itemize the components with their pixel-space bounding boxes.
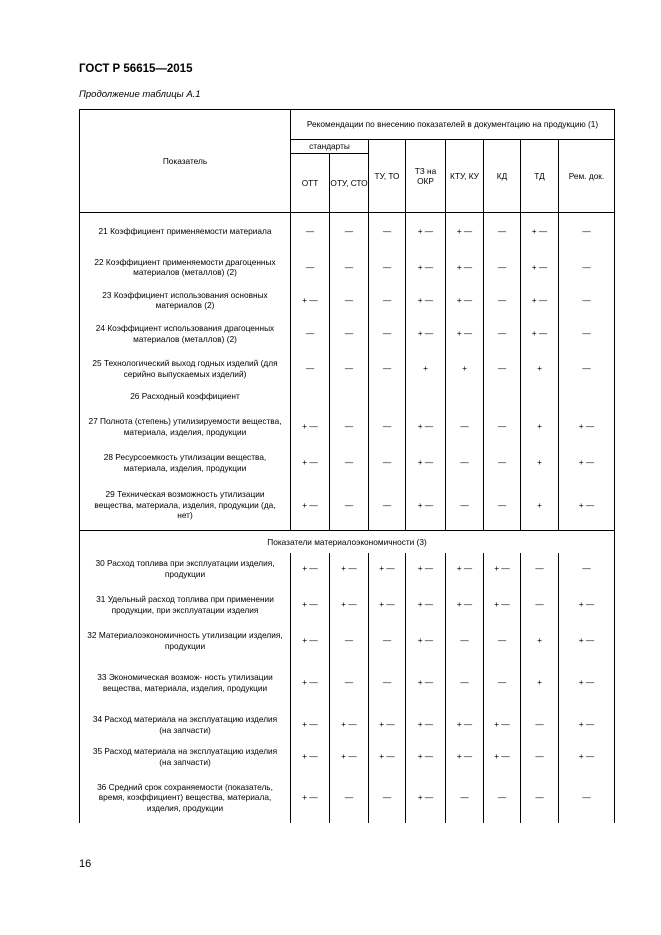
recommendation-cell: + — (484, 585, 521, 625)
recommendation-cell: + (521, 408, 559, 446)
section-title: Показатели материалоэкономичности (3) (80, 531, 615, 553)
indicator-name: 23 Коэффициент использования основных материалов (2) (80, 285, 291, 316)
recommendation-cell: + — (369, 553, 406, 585)
document-title: ГОСТ Р 56615—2015 (79, 63, 193, 75)
recommendation-cell: — (330, 625, 369, 657)
header-col-3: ТУ, ТО (369, 140, 406, 213)
recommendation-cell: + — (291, 285, 330, 316)
indicator-name: 30 Расход топлива при эксплуатации изделия, продукции (80, 553, 291, 585)
header-col-6: КД (484, 140, 521, 213)
recommendation-cell: + — (291, 585, 330, 625)
indicator-name: 22 Коэффициент применяемости драгоценных материалов (металлов) (2) (80, 250, 291, 285)
recommendation-cell: + — (406, 773, 446, 823)
indicator-name: 34 Расход материала на эксплуатацию изделия (на запчасти) (80, 709, 291, 741)
recommendation-cell: + — (291, 408, 330, 446)
recommendation-cell: + — (369, 709, 406, 741)
recommendation-cell: — (330, 352, 369, 386)
recommendation-cell (369, 386, 406, 408)
recommendation-cell: + — (291, 553, 330, 585)
recommendation-cell: — (484, 408, 521, 446)
header-col-5: КТУ, КУ (446, 140, 484, 213)
recommendation-cell: + (406, 352, 446, 386)
table-row (80, 585, 615, 625)
recommendation-cell: — (446, 480, 484, 531)
recommendation-cell: — (484, 213, 521, 250)
recommendation-cell: + — (559, 625, 615, 657)
recommendation-cell: + (521, 657, 559, 709)
recommendation-cell: + — (446, 553, 484, 585)
recommendation-cell: + — (406, 316, 446, 352)
recommendation-cell: + — (330, 709, 369, 741)
recommendation-cell: — (330, 480, 369, 531)
recommendation-cell: — (559, 316, 615, 352)
recommendation-cell (406, 386, 446, 408)
recommendation-cell: + — (406, 480, 446, 531)
indicator-name: 29 Техническая возможность утилизации вещества, материала, изделия, продукции (да, нет) (80, 480, 291, 531)
indicator-name: 35 Расход материала на эксплуатацию изделия (на запчасти) (80, 741, 291, 773)
recommendation-cell (291, 386, 330, 408)
table-row (80, 553, 615, 585)
header-col-1: ОТТ (291, 154, 330, 213)
recommendation-cell: — (484, 657, 521, 709)
recommendation-cell: + — (291, 657, 330, 709)
recommendation-cell: + — (406, 250, 446, 285)
recommendation-cell: — (369, 625, 406, 657)
recommendation-cell: + (521, 352, 559, 386)
recommendation-cell: — (521, 741, 559, 773)
recommendation-cell: + — (369, 585, 406, 625)
recommendation-cell: + — (559, 709, 615, 741)
recommendation-cell: + — (559, 585, 615, 625)
recommendation-cell: — (330, 408, 369, 446)
recommendation-cell: — (559, 773, 615, 823)
table-caption: Продолжение таблицы А.1 (79, 89, 201, 100)
recommendation-cell: + — (559, 657, 615, 709)
table-row (80, 285, 615, 316)
recommendation-cell: — (521, 709, 559, 741)
table-row (80, 250, 615, 285)
recommendation-cell: — (446, 408, 484, 446)
recommendation-cell (521, 386, 559, 408)
recommendation-cell: — (559, 285, 615, 316)
recommendation-cell: + — (291, 773, 330, 823)
recommendation-cell: — (369, 316, 406, 352)
recommendation-cell: + — (521, 316, 559, 352)
indicators-table (79, 109, 615, 823)
recommendation-cell: — (369, 408, 406, 446)
recommendation-cell: + — (330, 741, 369, 773)
table-row (80, 386, 615, 408)
recommendation-cell: — (291, 352, 330, 386)
recommendation-cell: — (369, 480, 406, 531)
page-number: 16 (79, 858, 92, 870)
recommendation-cell: — (369, 250, 406, 285)
recommendation-cell: + — (291, 625, 330, 657)
recommendation-cell: — (559, 250, 615, 285)
recommendation-cell: + — (521, 285, 559, 316)
recommendation-cell: — (521, 773, 559, 823)
recommendation-cell: — (291, 316, 330, 352)
recommendation-cell: + — (446, 709, 484, 741)
recommendation-cell: + — (521, 250, 559, 285)
recommendation-cell: — (369, 446, 406, 480)
recommendation-cell: — (330, 250, 369, 285)
recommendation-cell: + — (406, 709, 446, 741)
recommendation-cell: + — (446, 250, 484, 285)
recommendation-cell: — (330, 316, 369, 352)
recommendation-cell (559, 386, 615, 408)
table-row (80, 480, 615, 531)
recommendation-cell: + — (406, 585, 446, 625)
recommendation-cell: — (559, 352, 615, 386)
recommendation-cell: — (446, 657, 484, 709)
recommendation-cell: + — (484, 553, 521, 585)
recommendation-cell: — (369, 213, 406, 250)
recommendation-cell: + — (406, 625, 446, 657)
table-row (80, 352, 615, 386)
recommendation-cell: — (484, 446, 521, 480)
recommendation-cell: + (446, 352, 484, 386)
recommendation-cell: — (484, 625, 521, 657)
recommendation-cell: — (330, 285, 369, 316)
indicator-name: 36 Средний срок сохраняемости (показатель, время, коэффициент) вещества, материала, изделия, продукции (80, 773, 291, 823)
recommendation-cell (446, 386, 484, 408)
indicator-name: 25 Технологический выход годных изделий (для серийно выпускаемых изделий) (80, 352, 291, 386)
indicator-name: 31 Удельный расход топлива при применении продукции, при эксплуатации изделия (80, 585, 291, 625)
indicator-name: 32 Материалоэкономичность утилизации изделия, продукции (80, 625, 291, 657)
recommendation-cell: + — (521, 213, 559, 250)
recommendation-cell: + — (406, 741, 446, 773)
recommendation-cell: — (484, 480, 521, 531)
recommendation-cell: + — (484, 709, 521, 741)
recommendation-cell: — (559, 213, 615, 250)
indicator-name: 26 Расходный коэффициент (80, 386, 291, 408)
recommendation-cell: + — (291, 480, 330, 531)
recommendation-cell: + — (484, 741, 521, 773)
table-row (80, 446, 615, 480)
recommendation-cell: + — (330, 585, 369, 625)
table-row (80, 773, 615, 823)
recommendation-cell: + — (406, 657, 446, 709)
recommendation-cell: — (369, 285, 406, 316)
recommendation-cell: — (369, 352, 406, 386)
recommendation-cell: — (330, 213, 369, 250)
recommendation-cell: — (484, 773, 521, 823)
recommendation-cell: + — (291, 741, 330, 773)
recommendation-cell (330, 386, 369, 408)
table-row (80, 408, 615, 446)
recommendation-cell: — (446, 625, 484, 657)
recommendation-cell: — (484, 352, 521, 386)
recommendation-cell: + (521, 446, 559, 480)
recommendation-cell: + — (446, 285, 484, 316)
recommendation-cell: + — (446, 316, 484, 352)
recommendation-cell: + — (291, 709, 330, 741)
recommendation-cell: + — (559, 446, 615, 480)
header-col-7: ТД (521, 140, 559, 213)
indicator-name: 21 Коэффициент применяемости материала (80, 213, 291, 250)
recommendation-cell: + — (406, 446, 446, 480)
header-col-8: Рем. док. (559, 140, 615, 213)
indicator-name: 28 Ресурсоемкость утилизации вещества, материала, изделия, продукции (80, 446, 291, 480)
indicator-name: 33 Экономическая возмож- ность утилизации вещества, материала, изделия, продукции (80, 657, 291, 709)
recommendation-cell: + — (559, 741, 615, 773)
recommendation-cell: — (330, 446, 369, 480)
header-standards-group: стандарты (291, 140, 369, 154)
recommendation-cell: — (330, 773, 369, 823)
recommendation-cell: — (330, 657, 369, 709)
recommendation-cell: — (559, 553, 615, 585)
recommendation-cell: — (291, 213, 330, 250)
recommendation-cell: + (521, 625, 559, 657)
recommendation-cell: — (484, 285, 521, 316)
recommendation-cell: + (521, 480, 559, 531)
recommendation-cell: + — (406, 553, 446, 585)
recommendation-cell: — (521, 585, 559, 625)
recommendation-cell: + — (446, 213, 484, 250)
recommendation-cell: — (521, 553, 559, 585)
recommendation-cell: — (369, 657, 406, 709)
recommendation-cell: — (446, 446, 484, 480)
indicator-name: 24 Коэффициент использования драгоценных материалов (металлов) (2) (80, 316, 291, 352)
recommendation-cell: — (291, 250, 330, 285)
recommendation-cell: — (446, 773, 484, 823)
recommendation-cell: + — (559, 408, 615, 446)
recommendation-cell: — (369, 773, 406, 823)
indicator-name: 27 Полнота (степень) утилизируемости вещества, материала, изделия, продукции (80, 408, 291, 446)
recommendation-cell: + — (330, 553, 369, 585)
header-col-4: ТЗ на ОКР (406, 140, 446, 213)
table-row (80, 741, 615, 773)
recommendation-cell: + — (446, 741, 484, 773)
recommendation-cell: + — (406, 213, 446, 250)
recommendation-cell: — (484, 316, 521, 352)
table-row (80, 625, 615, 657)
recommendation-cell: + — (559, 480, 615, 531)
header-indicator: Показатель (80, 110, 291, 213)
recommendation-cell: + — (291, 446, 330, 480)
header-recommendations: Рекомендации по внесению показателей в документацию на продукцию (1) (291, 110, 615, 140)
recommendation-cell: + — (406, 285, 446, 316)
table-row (80, 657, 615, 709)
recommendation-cell: — (484, 250, 521, 285)
header-col-2: ОТУ, СТО (330, 154, 369, 213)
recommendation-cell: + — (369, 741, 406, 773)
recommendation-cell: + — (446, 585, 484, 625)
table-row (80, 709, 615, 741)
recommendation-cell: + — (406, 408, 446, 446)
recommendation-cell (484, 386, 521, 408)
table-row (80, 316, 615, 352)
table-row (80, 213, 615, 250)
